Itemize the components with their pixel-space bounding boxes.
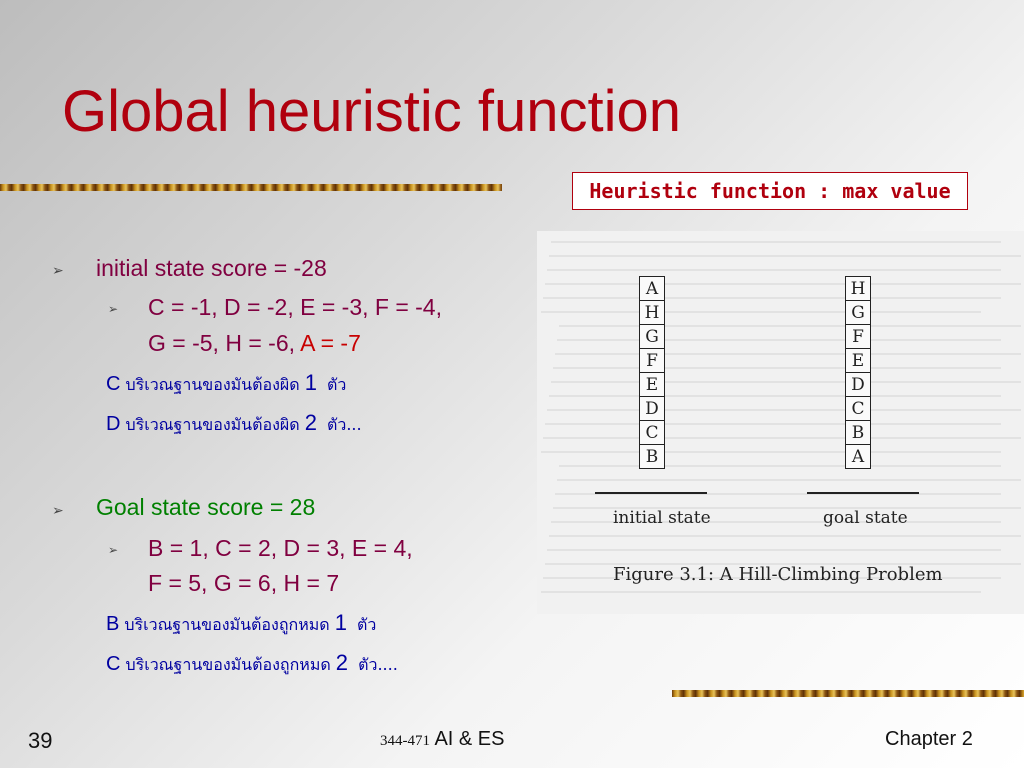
figure-caption: Figure 3.1: A Hill-Climbing Problem [613,564,943,585]
texture-line [545,283,1021,285]
texture-line [555,353,1021,355]
initial-state-label: initial state [613,508,711,528]
goal-state-block: D [845,372,871,396]
initial-ground-line [595,492,707,494]
thai-note-3-unit: ตัว [356,615,377,634]
goal-state-block: A [845,444,871,469]
texture-line [557,339,1001,341]
initial-state-block: A [639,276,665,300]
goal-state-block: C [845,396,871,420]
goal-state-block: H [845,276,871,300]
page-number: 39 [28,728,53,753]
texture-line [547,409,1021,411]
initial-values-line2-text: G = -5, H = -6, [148,330,301,356]
initial-state-block: D [639,396,665,420]
course-name: AI & ES [434,728,505,750]
goal-ground-line [807,492,919,494]
initial-state-block: H [639,300,665,324]
thai-note-2-unit: ตัว... [326,415,362,434]
thai-note-2-num: 2 [304,410,317,435]
decorative-bar-bottom [672,690,1024,697]
texture-line [547,269,1001,271]
goal-values-line2: F = 5, G = 6, H = 7 [148,570,340,596]
texture-line [549,535,1021,537]
decorative-bar-top [0,184,502,191]
texture-line [551,241,1001,243]
chapter-label: Chapter 2 [885,728,973,750]
bullet-arrow-icon: ➢ [52,262,64,278]
initial-state-block: G [639,324,665,348]
texture-line [541,451,1001,453]
initial-values-highlight: A = -7 [300,330,361,356]
thai-note-1-num: 1 [304,370,317,395]
texture-line [541,311,981,313]
goal-values-line1: B = 1, C = 2, D = 3, E = 4, [148,535,413,561]
thai-note-4-unit: ตัว.... [358,655,398,674]
goal-state-label: goal state [823,508,908,528]
texture-line [541,591,981,593]
thai-note-1-unit: ตัว [326,375,347,394]
texture-line [543,297,1001,299]
thai-note-4-text: บริเวณฐานของมันต้องถูกหมด [125,655,331,674]
thai-note-3-letter: B [106,613,120,635]
goal-state-stack [845,276,871,469]
texture-line [559,465,1001,467]
texture-line [549,255,1021,257]
goal-state-block: F [845,324,871,348]
initial-state-block: B [639,444,665,469]
initial-state-block: F [639,348,665,372]
texture-line [553,367,1001,369]
goal-state-block: E [845,348,871,372]
thai-note-1 [106,370,346,398]
thai-note-4 [106,650,398,678]
initial-state-block: C [639,420,665,444]
thai-note-3-num: 1 [334,610,347,635]
thai-note-3 [106,610,376,638]
texture-line [557,479,1021,481]
sub-bullet-arrow-icon: ➢ [108,543,119,557]
thai-note-4-num: 2 [335,650,349,675]
texture-line [559,325,1021,327]
texture-line [545,423,1001,425]
goal-state-block: B [845,420,871,444]
texture-line [551,381,1021,383]
initial-values-line2 [148,330,361,357]
course-code: 344-471 [380,733,430,749]
thai-note-2-text: บริเวณฐานของมันต้องผิด [125,415,300,434]
texture-line [549,395,1001,397]
figure-hill-climbing [537,231,1024,614]
goal-state-block: G [845,300,871,324]
texture-line [547,549,1001,551]
initial-state-block: E [639,372,665,396]
thai-note-2 [106,410,362,438]
slide-title: Global heuristic function [62,79,681,144]
thai-note-1-text: บริเวณฐานของมันต้องผิด [125,375,300,394]
sub-bullet-arrow-icon: ➢ [108,302,119,316]
bullet-goal-score: Goal state score = 28 [96,494,316,520]
bullet-initial-score: initial state score = -28 [96,255,327,281]
thai-note-4-letter: C [106,653,121,675]
thai-note-3-text: บริเวณฐานของมันต้องถูกหมด [124,615,330,634]
thai-note-1-letter: C [106,373,121,395]
initial-values-line1: C = -1, D = -2, E = -3, F = -4, [148,294,442,320]
texture-line [543,437,1021,439]
bullet-arrow-icon: ➢ [52,502,64,518]
footer-course [380,728,504,751]
initial-state-stack [639,276,665,469]
heuristic-callout: Heuristic function : max value [572,172,968,210]
thai-note-2-letter: D [106,413,121,435]
